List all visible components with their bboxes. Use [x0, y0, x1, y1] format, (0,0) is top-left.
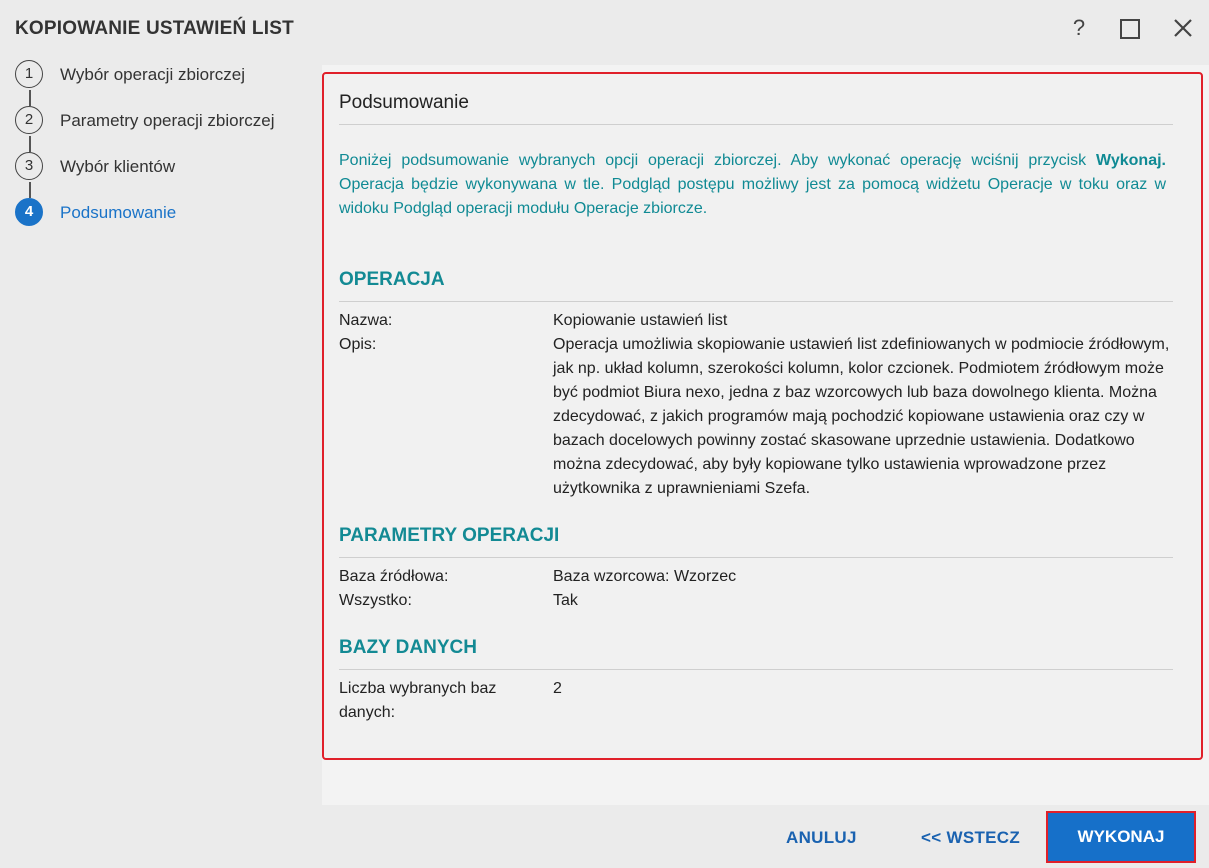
step-summary[interactable]: [15, 196, 315, 228]
step-number: 3: [15, 152, 43, 180]
database-count-label: Liczba wybranych baz danych:: [339, 680, 497, 721]
maximize-button[interactable]: [1117, 14, 1143, 42]
intro-text: Poniżej podsumowanie wybranych opcji operacji zbiorczej. Aby wykonać operację wciśnij przycisk: [339, 152, 1097, 169]
database-count-value: 2: [553, 680, 562, 697]
divider: [339, 669, 1173, 670]
summary-heading: Podsumowanie: [339, 92, 469, 113]
step-operation-choice[interactable]: [15, 58, 315, 90]
step-label: Wybór operacji zbiorczej: [60, 65, 246, 84]
source-database-label: Baza źródłowa:: [339, 568, 449, 585]
intro-text-continued: Operacja będzie wykonywana w tle. Podgląd postępu możliwy jest za pomocą widżetu Operacje w toku oraz w widoku Podgląd operacji modułu Operacje zbiorcze.: [339, 176, 1166, 217]
step-number: 2: [15, 106, 43, 134]
step-number: 1: [15, 60, 43, 88]
window-title: KOPIOWANIE USTAWIEŃ LIST: [15, 18, 294, 39]
summary-panel: [322, 72, 1203, 760]
divider: [339, 557, 1173, 558]
summary-intro: [339, 149, 1166, 221]
maximize-icon: [1120, 19, 1140, 39]
name-value: Kopiowanie ustawień list: [553, 312, 728, 329]
step-label: Wybór klientów: [60, 157, 176, 176]
all-value: Tak: [553, 592, 578, 609]
cancel-button[interactable]: ANULUJ: [786, 828, 857, 847]
step-number: 4: [15, 198, 43, 226]
source-database-value: Baza wzorcowa: Wzorzec: [553, 568, 737, 585]
step-operation-parameters[interactable]: [15, 104, 315, 136]
step-client-choice[interactable]: [15, 150, 315, 182]
description-label: Opis:: [339, 336, 377, 353]
close-icon: [1172, 17, 1194, 39]
help-button[interactable]: ?: [1072, 15, 1086, 40]
close-button[interactable]: [1170, 14, 1196, 42]
title-bar: [0, 0, 1209, 58]
divider: [339, 124, 1173, 125]
execute-button[interactable]: WYKONAJ: [1046, 811, 1196, 863]
description-value: Operacja umożliwia skopiowanie ustawień list zdefiniowanych w podmiocie źródłowym, jak np. układ kolumn, szerokości kolumn, kolor czcionek. Podmiotem źródłowym może być podmiot Biura nexo, jedna z baz wzorcowych lub baza dowolnego klienta. Można zdecydować, z jakich programów mają pochodzić kopiowane ustawienia oraz czy w bazach docelowych powinny zostać skasowane uprzednie ustawienia. Dodatkowo można zdecydować, aby były kopiowane tylko ustawienia wprowadzone przez użytkownika z uprawnieniami Szefa.: [553, 336, 1170, 497]
section-title-operation: OPERACJA: [339, 269, 445, 290]
back-button[interactable]: << WSTECZ: [921, 828, 1021, 847]
intro-bold-text: Wykonaj.: [1096, 152, 1166, 169]
all-label: Wszystko:: [339, 592, 412, 609]
name-label: Nazwa:: [339, 312, 393, 329]
section-title-databases: BAZY DANYCH: [339, 637, 477, 658]
step-label: Podsumowanie: [60, 203, 177, 222]
step-label: Parametry operacji zbiorczej: [60, 111, 275, 130]
section-title-parameters: PARAMETRY OPERACJI: [339, 525, 560, 546]
divider: [339, 301, 1173, 302]
